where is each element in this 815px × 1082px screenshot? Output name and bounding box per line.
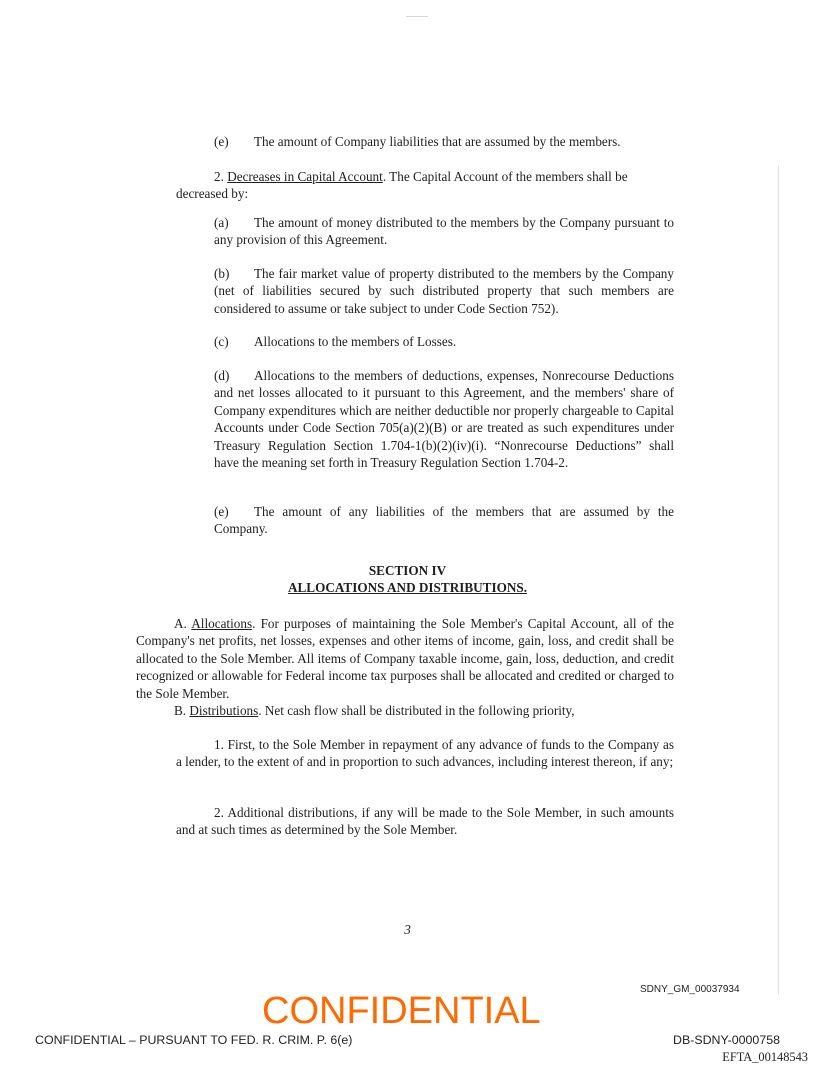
footer-doc-id: DB-SDNY-0000758 bbox=[673, 1033, 780, 1047]
item-c: (c) Allocations to the members of Losses. bbox=[214, 334, 457, 349]
scan-artifact-line bbox=[406, 16, 428, 17]
confidential-stamp: CONFIDENTIAL bbox=[262, 990, 541, 1032]
decreases-paragraph: 2. Decreases in Capital Account. The Capital Account of the members shall be decreased by: bbox=[176, 169, 628, 202]
footer-efta-id: EFTA_00148543 bbox=[722, 1050, 808, 1064]
item-e: (e) The amount of any liabilities of the members that are assumed by the Company. bbox=[214, 504, 674, 537]
section-number: SECTION IV bbox=[368, 563, 447, 578]
footer-confidential-notice: CONFIDENTIAL – PURSUANT TO FED. R. CRIM. P. 6(e) bbox=[35, 1033, 353, 1047]
allocations-heading: Allocations bbox=[191, 616, 253, 631]
distributions-heading: Distributions bbox=[189, 703, 259, 718]
item-d: (d) Allocations to the members of deductions, expenses, Nonrecourse Deductions and net losses allocated to it pursuant to this Agreement, and the members' share of Company expenditures which are neither deductible nor properly chargeable to Capital Accounts under Code Section 705(a)(2)(B) or are treated as such expenditures under Treasury Regulation Section 1.704-1(b)(2)(iv)(i). “Nonrecourse Deductions” shall have the meaning set forth in Treasury Regulation Section 1.704-2. bbox=[214, 368, 674, 471]
item-e-assumed-by-members: (e) The amount of Company liabilities that are assumed by the members. bbox=[214, 134, 621, 149]
item-b: (b) The fair market value of property distributed to the members by the Company (net of liabilities secured by such distributed property that such members are considered to assume or take subject to under Code Section 752). bbox=[214, 266, 674, 316]
section-title: ALLOCATIONS AND DISTRIBUTIONS. bbox=[287, 580, 528, 595]
decreases-heading: Decreases in Capital Account bbox=[227, 169, 383, 184]
distributions-paragraph: B. Distributions. Net cash flow shall be distributed in the following priority, bbox=[174, 703, 575, 718]
priority-1: 1. First, to the Sole Member in repayment of any advance of funds to the Company as a lender, to the extent of and in proportion to such advances, including interest thereon, if any; bbox=[176, 737, 675, 770]
allocations-paragraph: A. Allocations. For purposes of maintaining the Sole Member's Capital Account, all of the Company's net profits, net losses, expenses and other items of income, gain, loss, and credit shall be allocated to the Sole Member. All items of Company taxable income, gain, loss, deduction, and credit recognized or allowable for Federal income tax purposes shall be allocated and credited or charged to the Sole Member. bbox=[136, 616, 674, 701]
priority-2: 2. Additional distributions, if any will be made to the Sole Member, in such amounts and at such times as determined by the Sole Member. bbox=[176, 805, 674, 838]
bates-number: SDNY_GM_00037934 bbox=[640, 984, 740, 995]
item-a: (a) The amount of money distributed to the members by the Company pursuant to any provision of this Agreement. bbox=[214, 215, 674, 248]
page-number: 3 bbox=[404, 922, 411, 937]
